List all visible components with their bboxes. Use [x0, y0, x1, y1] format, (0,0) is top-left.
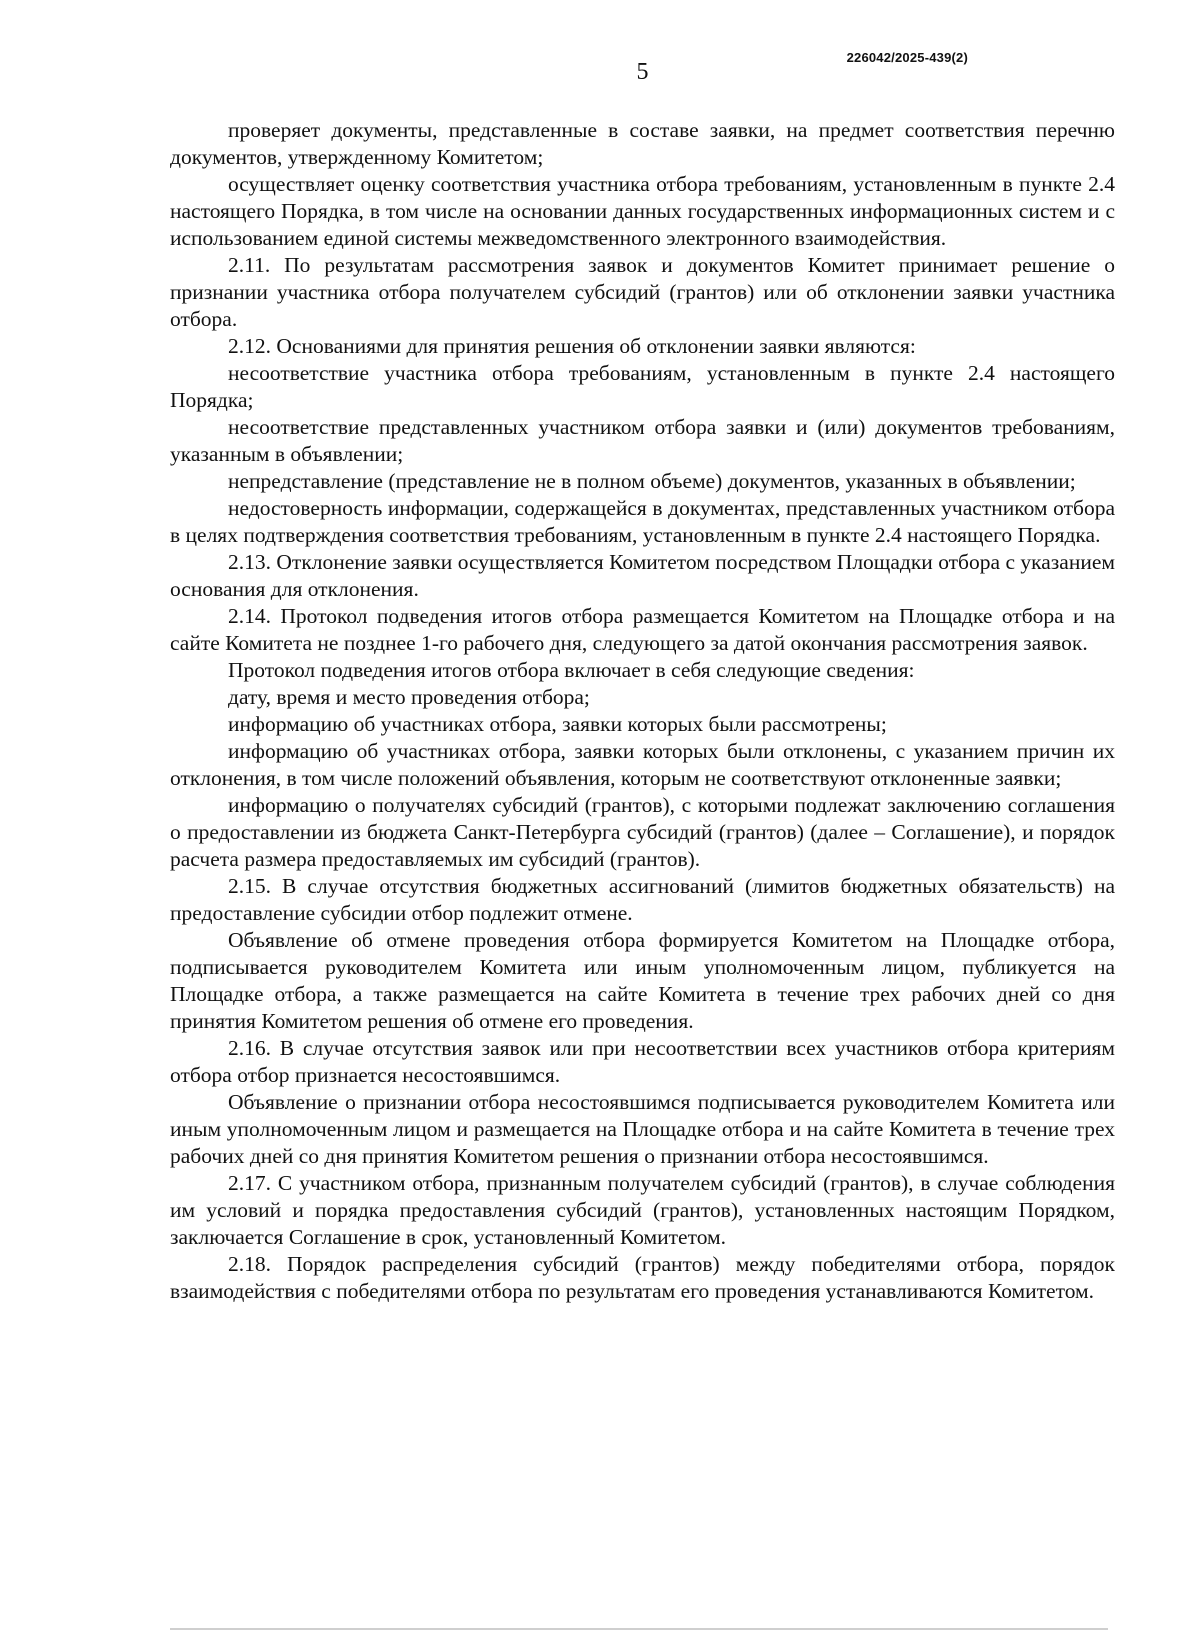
paragraph: 2.12. Основаниями для принятия решения об отклонении заявки являются: — [228, 334, 916, 358]
paragraph: информацию об участниках отбора, заявки которых были отклонены, с указанием причин их отклонения, в том числе положений объявления, которым не соответствуют отклоненные заявки; — [170, 739, 1115, 790]
scan-edge-divider — [170, 1628, 1108, 1630]
paragraph: 2.11. По результатам рассмотрения заявок и документов Комитет принимает решение о признании участника отбора получателем субсидий (грантов) или об отклонении заявки участника отбора. — [170, 253, 1115, 331]
paragraph: 2.14. Протокол подведения итогов отбора размещается Комитетом на Площадке отбора и на сайте Комитета не позднее 1-го рабочего дня, следующего за датой окончания рассмотрения заявок. — [170, 604, 1115, 655]
paragraph: Объявление об отмене проведения отбора формируется Комитетом на Площадке отбора, подписывается руководителем Комитета или иным уполномоченным лицом, публикуется на Площадке отбора, а также размещается на сайте Комитета в течение трех рабочих дней со дня принятия Комитетом решения об отмене его проведения. — [170, 928, 1115, 1033]
paragraph: Объявление о признании отбора несостоявшимся подписывается руководителем Комитета или иным уполномоченным лицом и размещается на Площадке отбора и на сайте Комитета в течение трех рабочих дней со дня принятия Комитетом решения о признании отбора несостоявшимся. — [170, 1090, 1115, 1168]
paragraph: несоответствие участника отбора требованиям, установленным в пункте 2.4 настоящего Порядка; — [170, 361, 1115, 412]
paragraph: осуществляет оценку соответствия участника отбора требованиям, установленным в пункте 2.4 настоящего Порядка, в том числе на основании данных государственных информационных систем и с использованием единой системы межведомственного электронного взаимодействия. — [170, 172, 1115, 250]
paragraph: Протокол подведения итогов отбора включает в себя следующие сведения: — [228, 658, 915, 682]
paragraph: 2.15. В случае отсутствия бюджетных ассигнований (лимитов бюджетных обязательств) на предоставление субсидии отбор подлежит отмене. — [170, 874, 1115, 925]
paragraph: проверяет документы, представленные в составе заявки, на предмет соответствия перечню документов, утвержденному Комитетом; — [170, 118, 1115, 169]
document-number: 226042/2025-439(2) — [846, 50, 968, 65]
paragraph: 2.16. В случае отсутствия заявок или при несоответствии всех участников отбора критериям отбора отбор признается несостоявшимся. — [170, 1036, 1115, 1087]
paragraph: 2.18. Порядок распределения субсидий (грантов) между победителями отбора, порядок взаимодействия с победителями отбора по результатам его проведения устанавливаются Комитетом. — [170, 1252, 1115, 1303]
paragraph: несоответствие представленных участником отбора заявки и (или) документов требованиям, указанным в объявлении; — [170, 415, 1115, 466]
paragraph: информацию об участниках отбора, заявки которых были рассмотрены; — [228, 712, 887, 736]
paragraph: информацию о получателях субсидий (грантов), с которыми подлежат заключению соглашения о предоставлении из бюджета Санкт-Петербурга субсидий (грантов) (далее – Соглашение), и порядок расчета размера предоставляемых им субсидий (грантов). — [170, 793, 1115, 871]
paragraph: 2.17. С участником отбора, признанным получателем субсидий (грантов), в случае соблюдения им условий и порядка предоставления субсидий (грантов), установленных настоящим Порядком, заключается Соглашение в срок, установленный Комитетом. — [170, 1171, 1115, 1249]
page-number: 5 — [636, 59, 649, 85]
paragraph: 2.13. Отклонение заявки осуществляется Комитетом посредством Площадки отбора с указанием основания для отклонения. — [170, 550, 1115, 601]
paragraph: непредставление (представление не в полном объеме) документов, указанных в объявлении; — [228, 469, 1076, 493]
paragraph: недостоверность информации, содержащейся в документах, представленных участником отбора в целях подтверждения соответствия требованиям, установленным в пункте 2.4 настоящего Порядка. — [170, 496, 1115, 547]
document-body — [170, 117, 1115, 1305]
paragraph: дату, время и место проведения отбора; — [228, 685, 590, 709]
